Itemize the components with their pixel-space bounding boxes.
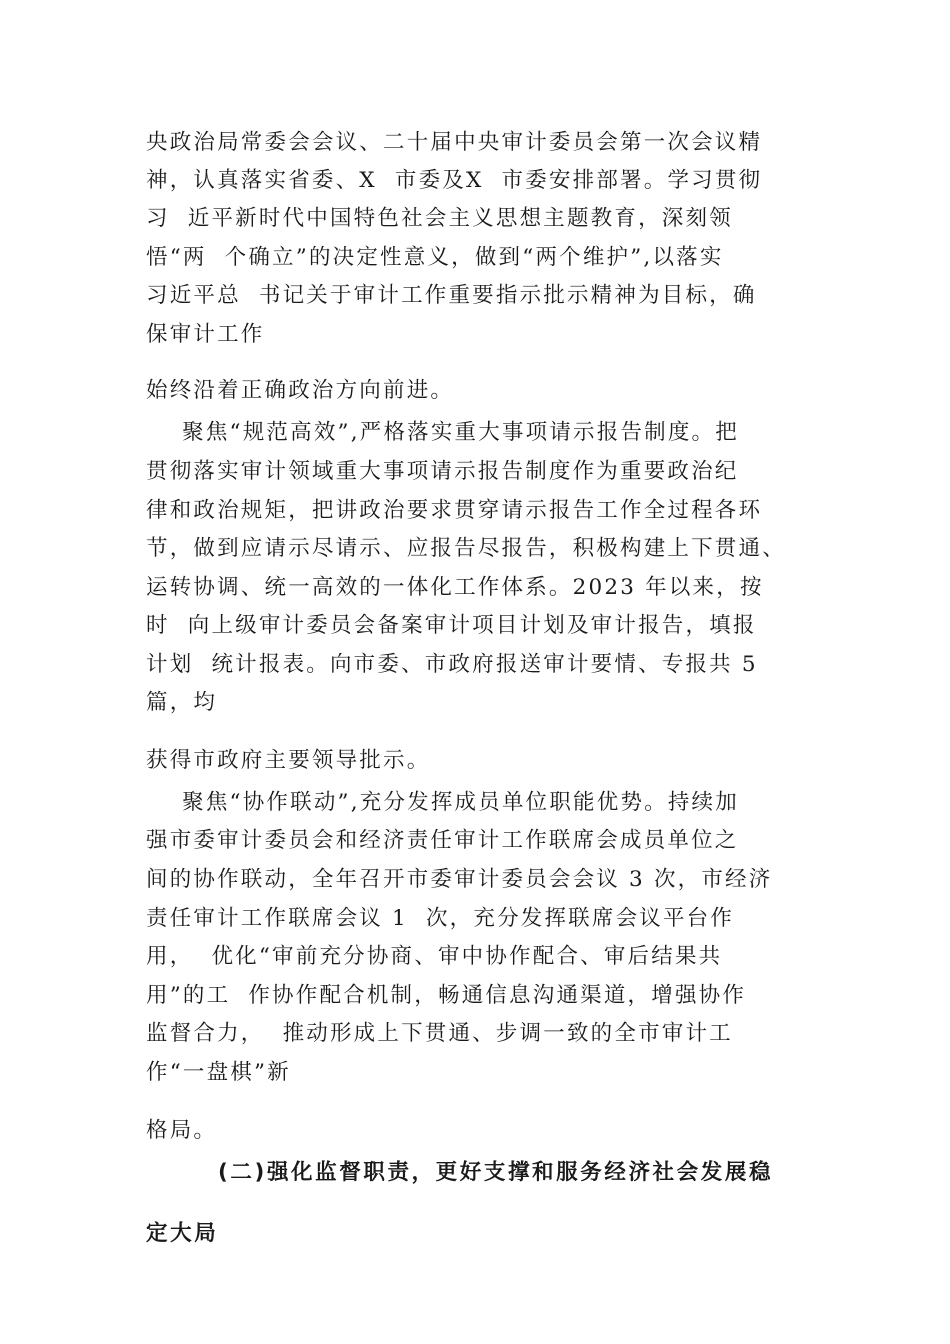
paragraph-line: 节，做到应请示尽请示、应报告尽报告，积极构建上下贯通、 [146, 536, 786, 561]
paragraph-line: 作“一盘棋”新 [146, 1060, 291, 1085]
paragraph-line: 始终沿着正确政治方向前进。 [146, 378, 455, 403]
paragraph-line: 神，认真落实省委、X 市委及X 市委安排部署。学习贯彻 [146, 168, 763, 193]
paragraph-line: 用， 优化“审前充分协商、审中协作配合、审后结果共 [146, 944, 723, 969]
paragraph-line: 悟“两 个确立”的决定性意义，做到“两个维护”,以落实 [146, 245, 724, 270]
paragraph-line: 贯彻落实审计领域重大事项请示报告制度作为重要政治纪 [146, 459, 739, 484]
paragraph-line: 习近平总 书记关于审计工作重要指示批示精神为目标，确 [146, 283, 757, 308]
paragraph-line: 习 近平新时代中国特色社会主义思想主题教育，深刻领 [146, 206, 733, 231]
paragraph-line: 强市委审计委员会和经济责任审计工作联席会成员单位之 [146, 828, 739, 853]
paragraph-line: 央政治局常委会会议、二十届中央审计委员会第一次会议精 [146, 130, 763, 155]
paragraph-line: 聚焦“协作联动”,充分发挥成员单位职能优势。持续加 [146, 790, 739, 815]
section-heading: (二)强化监督职责，更好支撑和服务经济社会发展稳 [218, 1160, 774, 1185]
paragraph-line: 保审计工作 [146, 322, 265, 347]
paragraph-line: 计划 统计报表。向市委、市政府报送审计要情、专报共 5 [146, 652, 758, 677]
paragraph-line: 时 向上级审计委员会备案审计项目计划及审计报告，填报 [146, 613, 757, 638]
section-heading-continuation: 定大局 [146, 1221, 219, 1246]
paragraph-line: 监督合力， 推动形成上下贯通、步调一致的全市审计工 [146, 1021, 733, 1046]
paragraph-line: 聚焦“规范高效”,严格落实重大事项请示报告制度。把 [146, 420, 739, 445]
paragraph-line: 获得市政府主要领导批示。 [146, 748, 431, 773]
paragraph-line: 格局。 [146, 1118, 218, 1143]
paragraph-line: 律和政治规矩，把讲政治要求贯穿请示报告工作全过程各环 [146, 498, 763, 523]
paragraph-line: 篇，均 [146, 690, 218, 715]
paragraph-line: 用”的工 作协作配合机制，畅通信息沟通渠道，增强协作 [146, 983, 747, 1008]
paragraph-line: 责任审计工作联席会议 1 次，充分发挥联席会议平台作 [146, 906, 735, 931]
paragraph-line: 运转协调、统一高效的一体化工作体系。2023 年以来，按 [146, 575, 764, 600]
paragraph-line: 间的协作联动，全年召开市委审计委员会会议 3 次，市经济 [146, 867, 773, 892]
